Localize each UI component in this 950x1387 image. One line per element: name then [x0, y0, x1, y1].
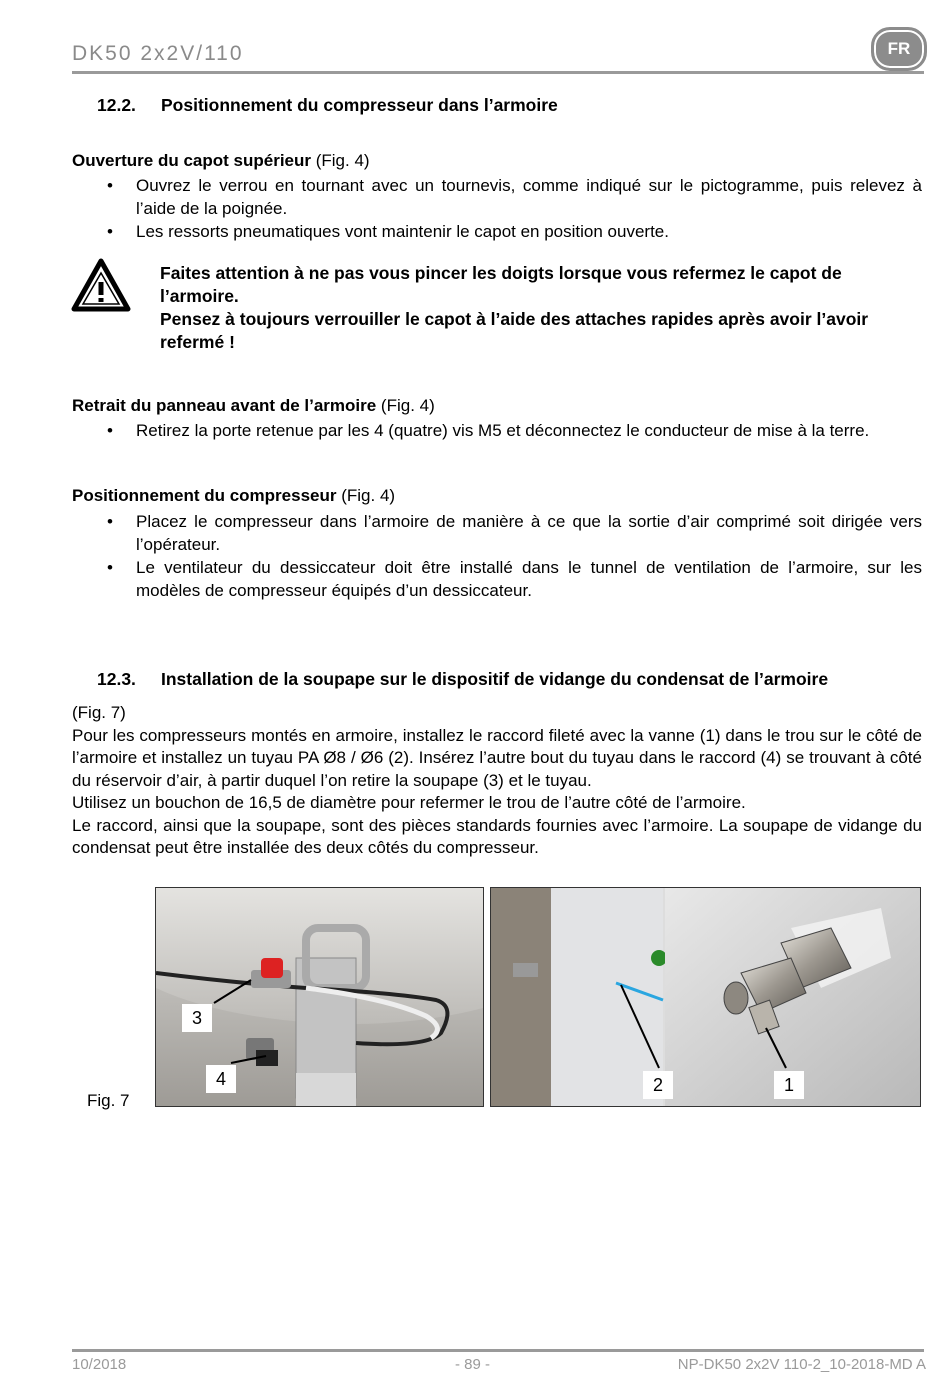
fig-ref: (Fig. 7) — [72, 703, 126, 722]
footer-doc-id: NP-DK50 2x2V 110-2_10-2018-MD A — [677, 1356, 926, 1373]
list-item: • Ouvrez le verrou en tournant avec un tournevis, comme indiqué sur le pictogramme, puis relevez à l’aide de la poignée. — [72, 174, 922, 220]
paragraph: Utilisez un bouchon de 16,5 de diamètre pour refermer le trou de l’autre côté de l’armoire. — [72, 793, 746, 812]
photo-illustration — [491, 888, 920, 1106]
callout-label-4: 4 — [206, 1065, 236, 1093]
callout-label-1: 1 — [774, 1071, 804, 1099]
document-title: DK50 2x2V/110 — [72, 42, 244, 65]
warning-icon — [71, 258, 131, 312]
positioning-list — [72, 510, 922, 602]
subheading-ref: (Fig. 4) — [376, 396, 435, 415]
section-number: 12.3. — [97, 669, 136, 689]
language-badge: FR — [871, 27, 927, 71]
photo-cabinet-fitting — [490, 887, 921, 1107]
list-item: • Les ressorts pneumatiques vont maintenir le capot en position ouverte. — [72, 220, 922, 243]
subheading-label: Retrait du panneau avant de l’armoire — [72, 396, 377, 415]
page-number: - 89 - — [455, 1356, 491, 1373]
opening-list — [72, 174, 922, 243]
subheading-label: Ouverture du capot supérieur — [72, 151, 311, 170]
photo-compressor-valve — [155, 887, 484, 1107]
list-item: • Placez le compresseur dans l’armoire de manière à ce que la sortie d’air comprimé soit dirigée vers l’opérateur. — [72, 510, 922, 556]
callout-label-3: 3 — [182, 1004, 212, 1032]
header-rule — [72, 71, 924, 74]
subheading-ref: (Fig. 4) — [336, 486, 396, 505]
section-heading-12-3 — [97, 669, 828, 690]
section-title: Installation de la soupape sur le dispositif de vidange du condensat de l’armoire — [161, 669, 829, 689]
section-body — [72, 702, 922, 860]
subheading-positioning — [72, 486, 395, 506]
subheading-panel — [72, 396, 435, 416]
warning-text — [160, 262, 922, 354]
list-item: • Retirez la porte retenue par les 4 (quatre) vis M5 et déconnectez le conducteur de mise à la terre. — [72, 419, 922, 442]
subheading-opening — [72, 151, 370, 171]
callout-label-2: 2 — [643, 1071, 673, 1099]
paragraph: Pour les compresseurs montés en armoire, installez le raccord fileté avec la vanne (1) dans le trou sur le côté de l’armoire et installez un tuyau PA Ø8 / Ø6 (2). Insérez l’autre bout du tuyau dans le raccord (4) se trouvant à côté du réservoir d’air, à partir duquel l’on retire la soupape (3) et le tuyau. — [72, 725, 922, 790]
subheading-ref: (Fig. 4) — [311, 151, 370, 170]
footer-date: 10/2018 — [72, 1356, 127, 1373]
figure-caption: Fig. 7 — [87, 1091, 130, 1110]
warning-line-2: Pensez à toujours verrouiller le capot à l’aide des attaches rapides après avoir l’avoir refermé ! — [160, 309, 869, 352]
footer-rule — [72, 1349, 924, 1352]
section-heading-12-2 — [97, 95, 558, 116]
list-item: • Le ventilateur du dessiccateur doit être installé dans le tunnel de ventilation de l’armoire, sur les modèles de compresseur équipés d’un dessiccateur. — [72, 556, 922, 602]
section-number: 12.2. — [97, 95, 136, 115]
subheading-label: Positionnement du compresseur — [72, 486, 337, 505]
panel-list — [72, 419, 922, 442]
warning-line-1: Faites attention à ne pas vous pincer les doigts lorsque vous refermez le capot de l’armoire. — [160, 263, 842, 306]
section-title: Positionnement du compresseur dans l’armoire — [161, 95, 558, 115]
paragraph: Le raccord, ainsi que la soupape, sont des pièces standards fournies avec l’armoire. La soupape de vidange du condensat peut être installée des deux côtés du compresseur. — [72, 815, 922, 857]
